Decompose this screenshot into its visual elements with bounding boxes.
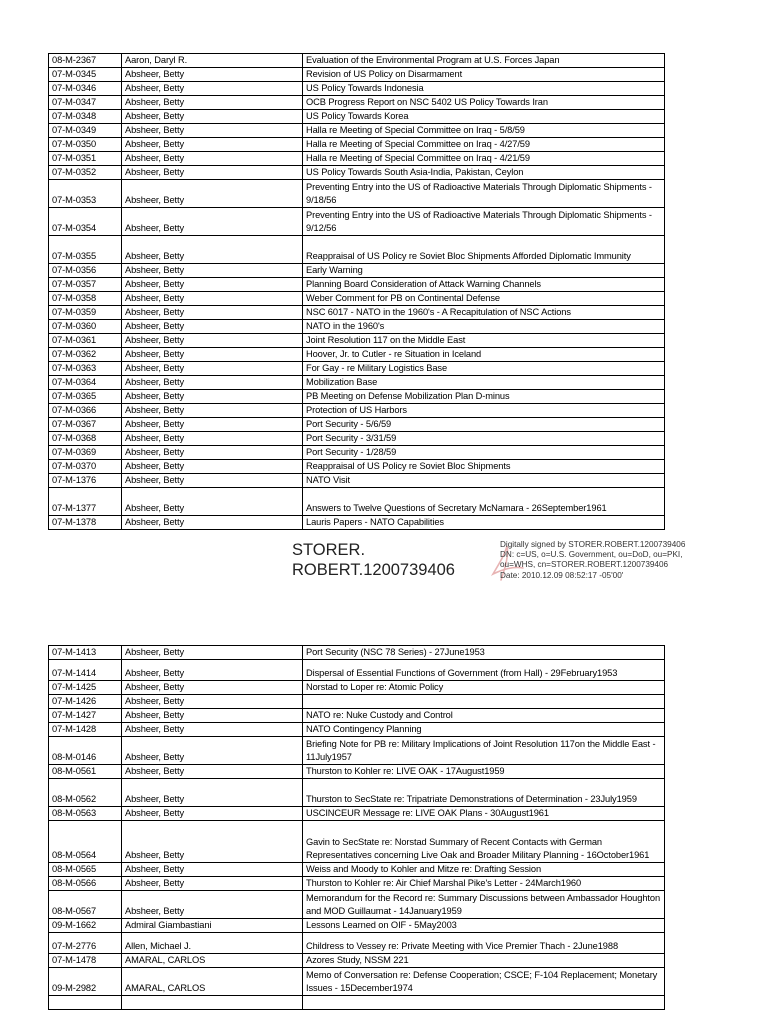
- requester-cell: Absheer, Betty: [122, 877, 303, 891]
- requester-cell: Absheer, Betty: [122, 166, 303, 180]
- case-number-cell: 07-M-1376: [49, 474, 122, 488]
- requester-cell: AMARAL, CARLOS: [122, 968, 303, 996]
- subject-cell: Lauris Papers - NATO Capabilities: [303, 516, 665, 530]
- requester-cell: Absheer, Betty: [122, 264, 303, 278]
- requester-cell: Absheer, Betty: [122, 306, 303, 320]
- subject-cell: Hoover, Jr. to Cutler - re Situation in Iceland: [303, 348, 665, 362]
- records-table-bottom: [48, 645, 665, 1010]
- requester-cell: Absheer, Betty: [122, 723, 303, 737]
- subject-cell: Weber Comment for PB on Continental Defense: [303, 292, 665, 306]
- subject-cell: US Policy Towards Indonesia: [303, 82, 665, 96]
- table-row: [49, 779, 665, 807]
- table-row: [49, 954, 665, 968]
- case-number-cell: 08-M-0567: [49, 891, 122, 919]
- subject-cell: Answers to Twelve Questions of Secretary McNamara - 26September1961: [303, 488, 665, 516]
- subject-cell: Briefing Note for PB re: Military Implications of Joint Resolution 117on the Middle East - 11July1957: [303, 737, 665, 765]
- table-row: [49, 660, 665, 681]
- case-number-cell: 07-M-0366: [49, 404, 122, 418]
- signature-details: [500, 540, 685, 581]
- table-row: [49, 236, 665, 264]
- requester-cell: Absheer, Betty: [122, 807, 303, 821]
- requester-cell: Absheer, Betty: [122, 138, 303, 152]
- case-number-cell: 07-M-0347: [49, 96, 122, 110]
- table-row: [49, 821, 665, 863]
- requester-cell: Absheer, Betty: [122, 432, 303, 446]
- table-row: [49, 264, 665, 278]
- requester-cell: Absheer, Betty: [122, 152, 303, 166]
- case-number-cell: 07-M-0345: [49, 68, 122, 82]
- requester-cell: Absheer, Betty: [122, 863, 303, 877]
- subject-cell: Halla re Meeting of Special Committee on Iraq - 4/21/59: [303, 152, 665, 166]
- case-number-cell: 07-M-0368: [49, 432, 122, 446]
- requester-cell: Absheer, Betty: [122, 891, 303, 919]
- subject-cell: Joint Resolution 117 on the Middle East: [303, 334, 665, 348]
- requester-cell: Absheer, Betty: [122, 821, 303, 863]
- case-number-cell: 07-M-1378: [49, 516, 122, 530]
- requester-cell: Absheer, Betty: [122, 362, 303, 376]
- case-number-cell: 07-M-0363: [49, 362, 122, 376]
- case-number-cell: 07-M-0360: [49, 320, 122, 334]
- signer-name: [292, 540, 455, 580]
- requester-cell: Absheer, Betty: [122, 320, 303, 334]
- subject-cell: Memo of Conversation re: Defense Cooperation; CSCE; F-104 Replacement; Monetary Issues - 15December1974: [303, 968, 665, 996]
- subject-cell: Gavin to SecState re: Norstad Summary of Recent Contacts with German Representatives concerning Live Oak and Broader Military Planning - 16October1961: [303, 821, 665, 863]
- table-row: [49, 138, 665, 152]
- requester-cell: Absheer, Betty: [122, 460, 303, 474]
- table-row: [49, 376, 665, 390]
- table-row: [49, 863, 665, 877]
- subject-cell: Planning Board Consideration of Attack Warning Channels: [303, 278, 665, 292]
- case-number-cell: 07-M-0346: [49, 82, 122, 96]
- case-number-cell: 08-M-0562: [49, 779, 122, 807]
- case-number-cell: 07-M-0355: [49, 236, 122, 264]
- table-row: [49, 82, 665, 96]
- subject-cell: Halla re Meeting of Special Committee on Iraq - 4/27/59: [303, 138, 665, 152]
- table-row: [49, 460, 665, 474]
- table-row: [49, 877, 665, 891]
- subject-cell: PB Meeting on Defense Mobilization Plan D-minus: [303, 390, 665, 404]
- records-table-top: [48, 53, 665, 530]
- case-number-cell: 09-M-2982: [49, 968, 122, 996]
- subject-cell: Weiss and Moody to Kohler and Mitze re: Drafting Session: [303, 863, 665, 877]
- case-number-cell: 07-M-1427: [49, 709, 122, 723]
- requester-cell: Absheer, Betty: [122, 292, 303, 306]
- requester-cell: Absheer, Betty: [122, 82, 303, 96]
- case-number-cell: 07-M-0352: [49, 166, 122, 180]
- table-row: [49, 124, 665, 138]
- requester-cell: Absheer, Betty: [122, 376, 303, 390]
- signature-detail-line: ou=WHS, cn=STORER.ROBERT.1200739406: [500, 560, 669, 570]
- subject-cell: US Policy Towards Korea: [303, 110, 665, 124]
- subject-cell: Dispersal of Essential Functions of Government (from Hall) - 29February1953: [303, 660, 665, 681]
- requester-cell: Absheer, Betty: [122, 646, 303, 660]
- case-number-cell: 07-M-0348: [49, 110, 122, 124]
- table-row: [49, 432, 665, 446]
- signature-detail-line: Digitally signed by STORER.ROBERT.1200739406: [500, 540, 686, 549]
- table-row: [49, 681, 665, 695]
- records-table-top-body: [49, 54, 665, 530]
- requester-cell: Absheer, Betty: [122, 124, 303, 138]
- table-row: [49, 320, 665, 334]
- subject-cell: Azores Study, NSSM 221: [303, 954, 665, 968]
- subject-cell: OCB Progress Report on NSC 5402 US Policy Towards Iran: [303, 96, 665, 110]
- table-row: [49, 180, 665, 208]
- requester-cell: Absheer, Betty: [122, 709, 303, 723]
- subject-cell: USCINCEUR Message re: LIVE OAK Plans - 30August1961: [303, 807, 665, 821]
- case-number-cell: 08-M-0561: [49, 765, 122, 779]
- requester-cell: Absheer, Betty: [122, 737, 303, 765]
- requester-cell: Absheer, Betty: [122, 390, 303, 404]
- requester-cell: Absheer, Betty: [122, 278, 303, 292]
- case-number-cell: 07-M-0370: [49, 460, 122, 474]
- case-number-cell: 07-M-1377: [49, 488, 122, 516]
- subject-cell: Preventing Entry into the US of Radioactive Materials Through Diplomatic Shipments - 9/12/56: [303, 208, 665, 236]
- subject-cell: Memorandum for the Record re: Summary Discussions between Ambassador Houghton and MOD Guillaumat - 14January1959: [303, 891, 665, 919]
- table-row: [49, 516, 665, 530]
- case-number-cell: 07-M-0367: [49, 418, 122, 432]
- requester-cell: Absheer, Betty: [122, 474, 303, 488]
- table-row: [49, 765, 665, 779]
- requester-cell: Absheer, Betty: [122, 695, 303, 709]
- case-number-cell: 07-M-1426: [49, 695, 122, 709]
- table-row: [49, 208, 665, 236]
- table-row: [49, 968, 665, 996]
- case-number-cell: 07-M-0361: [49, 334, 122, 348]
- case-number-cell: 07-M-1478: [49, 954, 122, 968]
- table-row: [49, 334, 665, 348]
- requester-cell: Absheer, Betty: [122, 180, 303, 208]
- case-number-cell: 07-M-1425: [49, 681, 122, 695]
- subject-cell: Reappraisal of US Policy re Soviet Bloc Shipments Afforded Diplomatic Immunity: [303, 236, 665, 264]
- subject-cell: Mobilization Base: [303, 376, 665, 390]
- case-number-cell: 08-M-0563: [49, 807, 122, 821]
- table-row: [49, 390, 665, 404]
- table-row: [49, 362, 665, 376]
- subject-cell: For Gay - re Military Logistics Base: [303, 362, 665, 376]
- subject-cell: Evaluation of the Environmental Program at U.S. Forces Japan: [303, 54, 665, 68]
- requester-cell: Absheer, Betty: [122, 765, 303, 779]
- subject-cell: Revision of US Policy on Disarmament: [303, 68, 665, 82]
- case-number-cell: 07-M-0351: [49, 152, 122, 166]
- requester-cell: AMARAL, CARLOS: [122, 954, 303, 968]
- requester-cell: Absheer, Betty: [122, 348, 303, 362]
- records-table-bottom-body: [49, 646, 665, 1010]
- case-number-cell: 07-M-1413: [49, 646, 122, 660]
- table-row: [49, 737, 665, 765]
- table-row: [49, 695, 665, 709]
- case-number-cell: 07-M-1414: [49, 660, 122, 681]
- case-number-cell: 07-M-0359: [49, 306, 122, 320]
- requester-cell: Absheer, Betty: [122, 68, 303, 82]
- case-number-cell: 07-M-0358: [49, 292, 122, 306]
- table-row: [49, 723, 665, 737]
- subject-cell: Halla re Meeting of Special Committee on Iraq - 5/8/59: [303, 124, 665, 138]
- case-number-cell: 08-M-0564: [49, 821, 122, 863]
- table-row: [49, 152, 665, 166]
- case-number-cell: 07-M-0349: [49, 124, 122, 138]
- requester-cell: Admiral Giambastiani: [122, 919, 303, 933]
- subject-cell: Port Security - 1/28/59: [303, 446, 665, 460]
- table-row: [49, 54, 665, 68]
- table-row: [49, 933, 665, 954]
- case-number-cell: 07-M-0369: [49, 446, 122, 460]
- table-row: [49, 404, 665, 418]
- subject-cell: Thurston to Kohler re: Air Chief Marshal Pike's Letter - 24March1960: [303, 877, 665, 891]
- subject-cell: NATO Contingency Planning: [303, 723, 665, 737]
- subject-cell: NATO re: Nuke Custody and Control: [303, 709, 665, 723]
- table-row: [49, 166, 665, 180]
- table-row: [49, 348, 665, 362]
- subject-cell: Thurston to Kohler re: LIVE OAK - 17August1959: [303, 765, 665, 779]
- requester-cell: Absheer, Betty: [122, 446, 303, 460]
- table-row: [49, 418, 665, 432]
- signer-name-line-1: STORER.: [292, 541, 366, 559]
- case-number-cell: 08-M-0566: [49, 877, 122, 891]
- subject-cell: Protection of US Harbors: [303, 404, 665, 418]
- case-number-cell: 09-M-1662: [49, 919, 122, 933]
- subject-cell: [303, 996, 665, 1010]
- table-row: [49, 446, 665, 460]
- signature-detail-line: DN: c=US, o=U.S. Government, ou=DoD, ou=PKI,: [500, 550, 683, 560]
- requester-cell: Absheer, Betty: [122, 660, 303, 681]
- subject-cell: [303, 695, 665, 709]
- case-number-cell: 08-M-0146: [49, 737, 122, 765]
- requester-cell: Absheer, Betty: [122, 110, 303, 124]
- case-number-cell: 07-M-0354: [49, 208, 122, 236]
- requester-cell: Aaron, Daryl R.: [122, 54, 303, 68]
- case-number-cell: 07-M-2776: [49, 933, 122, 954]
- requester-cell: Absheer, Betty: [122, 488, 303, 516]
- subject-cell: Norstad to Loper re: Atomic Policy: [303, 681, 665, 695]
- case-number-cell: 07-M-0365: [49, 390, 122, 404]
- requester-cell: Absheer, Betty: [122, 334, 303, 348]
- requester-cell: [122, 996, 303, 1010]
- subject-cell: Preventing Entry into the US of Radioactive Materials Through Diplomatic Shipments - 9/18/56: [303, 180, 665, 208]
- table-row: [49, 306, 665, 320]
- signer-name-line-2: ROBERT.1200739406: [292, 561, 455, 579]
- subject-cell: NATO in the 1960's: [303, 320, 665, 334]
- table-row: [49, 96, 665, 110]
- subject-cell: Childress to Vessey re: Private Meeting with Vice Premier Thach - 2June1988: [303, 933, 665, 954]
- subject-cell: Reappraisal of US Policy re Soviet Bloc Shipments: [303, 460, 665, 474]
- case-number-cell: 07-M-0350: [49, 138, 122, 152]
- table-row: [49, 996, 665, 1010]
- subject-cell: Thurston to SecState re: Tripatriate Demonstrations of Determination - 23July1959: [303, 779, 665, 807]
- case-number-cell: 07-M-0353: [49, 180, 122, 208]
- case-number-cell: 07-M-0356: [49, 264, 122, 278]
- table-row: [49, 68, 665, 82]
- requester-cell: Allen, Michael J.: [122, 933, 303, 954]
- table-row: [49, 807, 665, 821]
- case-number-cell: 07-M-0362: [49, 348, 122, 362]
- table-row: [49, 110, 665, 124]
- requester-cell: Absheer, Betty: [122, 516, 303, 530]
- requester-cell: Absheer, Betty: [122, 208, 303, 236]
- requester-cell: Absheer, Betty: [122, 96, 303, 110]
- requester-cell: Absheer, Betty: [122, 779, 303, 807]
- table-row: [49, 709, 665, 723]
- subject-cell: Lessons Learned on OIF - 5May2003: [303, 919, 665, 933]
- table-row: [49, 278, 665, 292]
- subject-cell: NSC 6017 - NATO in the 1960's - A Recapitulation of NSC Actions: [303, 306, 665, 320]
- case-number-cell: 07-M-0364: [49, 376, 122, 390]
- case-number-cell: 08-M-0565: [49, 863, 122, 877]
- requester-cell: Absheer, Betty: [122, 418, 303, 432]
- digital-signature: [292, 540, 692, 582]
- table-row: [49, 891, 665, 919]
- table-row: [49, 474, 665, 488]
- requester-cell: Absheer, Betty: [122, 404, 303, 418]
- subject-cell: Port Security (NSC 78 Series) - 27June1953: [303, 646, 665, 660]
- case-number-cell: 08-M-2367: [49, 54, 122, 68]
- case-number-cell: [49, 996, 122, 1010]
- table-row: [49, 488, 665, 516]
- requester-cell: Absheer, Betty: [122, 681, 303, 695]
- case-number-cell: 07-M-0357: [49, 278, 122, 292]
- subject-cell: US Policy Towards South Asia-India, Pakistan, Ceylon: [303, 166, 665, 180]
- table-row: [49, 646, 665, 660]
- signature-detail-line: Date: 2010.12.09 08:52:17 -05'00': [500, 570, 624, 580]
- table-row: [49, 292, 665, 306]
- subject-cell: Early Warning: [303, 264, 665, 278]
- requester-cell: Absheer, Betty: [122, 236, 303, 264]
- subject-cell: NATO Visit: [303, 474, 665, 488]
- table-row: [49, 919, 665, 933]
- case-number-cell: 07-M-1428: [49, 723, 122, 737]
- subject-cell: Port Security - 3/31/59: [303, 432, 665, 446]
- subject-cell: Port Security - 5/6/59: [303, 418, 665, 432]
